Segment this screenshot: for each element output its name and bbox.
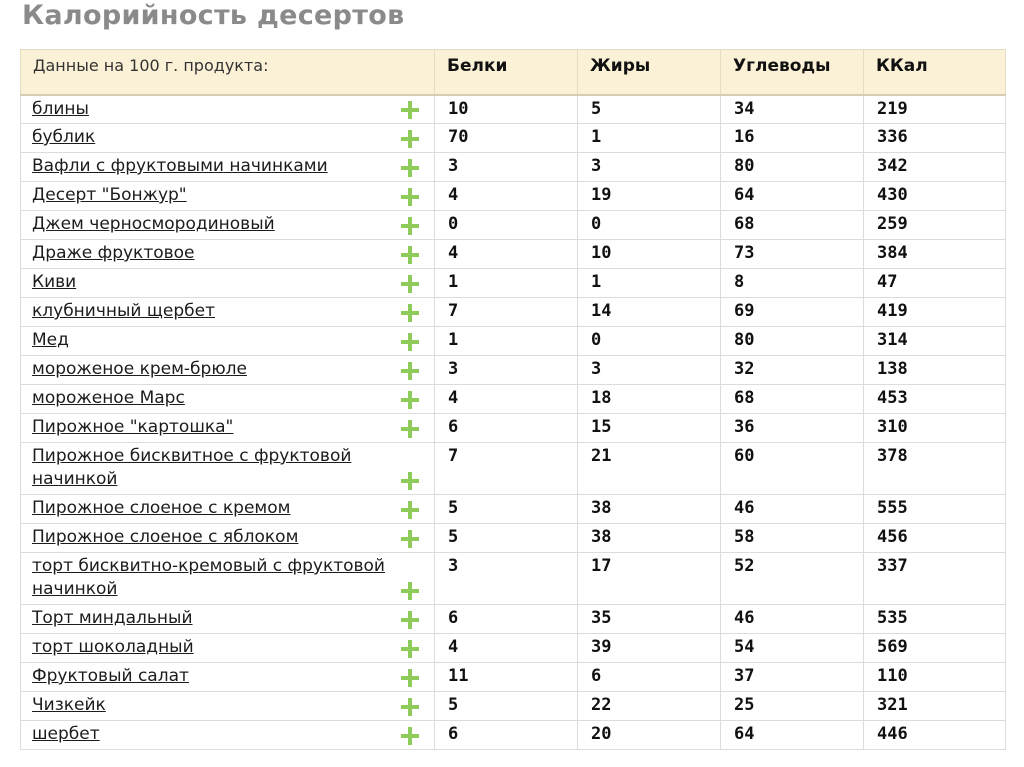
kcal-cell: 342 — [864, 153, 1006, 182]
carbs-cell: 32 — [721, 356, 864, 385]
kcal-cell: 378 — [864, 443, 1006, 495]
table-row — [21, 663, 1006, 692]
plus-icon[interactable] — [400, 529, 420, 549]
protein-cell: 1 — [435, 327, 578, 356]
plus-icon[interactable] — [400, 726, 420, 746]
protein-cell: 5 — [435, 692, 578, 721]
product-link[interactable]: Десерт "Бонжур" — [32, 185, 187, 205]
carbs-cell: 80 — [721, 153, 864, 182]
fat-cell: 10 — [578, 240, 721, 269]
product-link[interactable]: Мед — [32, 330, 69, 350]
fat-cell: 1 — [578, 269, 721, 298]
plus-icon[interactable] — [400, 187, 420, 207]
carbs-cell: 16 — [721, 124, 864, 153]
protein-cell: 3 — [435, 553, 578, 605]
product-link[interactable]: Джем черносмородиновый — [32, 214, 275, 234]
header-kcal: ККал — [864, 50, 1006, 95]
product-cell — [21, 692, 435, 721]
protein-cell: 5 — [435, 524, 578, 553]
fat-cell: 17 — [578, 553, 721, 605]
kcal-cell: 555 — [864, 495, 1006, 524]
product-cell — [21, 298, 435, 327]
fat-cell: 21 — [578, 443, 721, 495]
plus-icon[interactable] — [400, 500, 420, 520]
plus-icon[interactable] — [400, 471, 420, 491]
product-cell — [21, 211, 435, 240]
fat-cell: 19 — [578, 182, 721, 211]
product-cell — [21, 721, 435, 750]
fat-cell: 1 — [578, 124, 721, 153]
product-link[interactable]: мороженое Марс — [32, 388, 185, 408]
product-cell — [21, 182, 435, 211]
fat-cell: 14 — [578, 298, 721, 327]
kcal-cell: 219 — [864, 95, 1006, 124]
protein-cell: 4 — [435, 634, 578, 663]
kcal-cell: 337 — [864, 553, 1006, 605]
table-header-row — [21, 50, 1006, 95]
carbs-cell: 54 — [721, 634, 864, 663]
product-link[interactable]: Драже фруктовое — [32, 243, 195, 263]
carbs-cell: 34 — [721, 95, 864, 124]
plus-icon[interactable] — [400, 100, 420, 120]
fat-cell: 22 — [578, 692, 721, 721]
table-row — [21, 153, 1006, 182]
product-cell — [21, 385, 435, 414]
fat-cell: 18 — [578, 385, 721, 414]
header-product: Данные на 100 г. продукта: — [21, 50, 435, 95]
header-carbs: Углеводы — [721, 50, 864, 95]
kcal-cell: 419 — [864, 298, 1006, 327]
carbs-cell: 68 — [721, 211, 864, 240]
kcal-cell: 430 — [864, 182, 1006, 211]
carbs-cell: 68 — [721, 385, 864, 414]
product-link[interactable]: торт шоколадный — [32, 637, 194, 657]
fat-cell: 3 — [578, 153, 721, 182]
plus-icon[interactable] — [400, 697, 420, 717]
product-cell — [21, 356, 435, 385]
product-link[interactable]: мороженое крем-брюле — [32, 359, 247, 379]
product-link[interactable]: торт бисквитно-кремовый с фруктовой начинкой — [32, 556, 385, 599]
protein-cell: 4 — [435, 240, 578, 269]
plus-icon[interactable] — [400, 668, 420, 688]
protein-cell: 7 — [435, 298, 578, 327]
table-row — [21, 443, 1006, 495]
page-title: Калорийность десертов — [22, 0, 405, 31]
protein-cell: 4 — [435, 385, 578, 414]
protein-cell: 6 — [435, 605, 578, 634]
calorie-table-container — [20, 49, 1005, 750]
kcal-cell: 446 — [864, 721, 1006, 750]
product-link[interactable]: Пирожное слоеное с кремом — [32, 498, 291, 518]
fat-cell: 5 — [578, 95, 721, 124]
product-link[interactable]: клубничный щербет — [32, 301, 215, 321]
protein-cell: 6 — [435, 721, 578, 750]
kcal-cell: 259 — [864, 211, 1006, 240]
carbs-cell: 58 — [721, 524, 864, 553]
table-row — [21, 605, 1006, 634]
table-row — [21, 240, 1006, 269]
carbs-cell: 46 — [721, 605, 864, 634]
fat-cell: 6 — [578, 663, 721, 692]
plus-icon[interactable] — [400, 332, 420, 352]
plus-icon[interactable] — [400, 610, 420, 630]
product-cell — [21, 153, 435, 182]
product-link[interactable]: Пирожное слоеное с яблоком — [32, 527, 299, 547]
carbs-cell: 64 — [721, 721, 864, 750]
plus-icon[interactable] — [400, 216, 420, 236]
carbs-cell: 73 — [721, 240, 864, 269]
protein-cell: 7 — [435, 443, 578, 495]
table-row — [21, 95, 1006, 124]
kcal-cell: 336 — [864, 124, 1006, 153]
product-link[interactable]: Пирожное бисквитное с фруктовой начинкой — [32, 446, 352, 489]
fat-cell: 3 — [578, 356, 721, 385]
product-link[interactable]: блины — [32, 98, 89, 119]
protein-cell: 1 — [435, 269, 578, 298]
header-protein: Белки — [435, 50, 578, 95]
fat-cell: 38 — [578, 495, 721, 524]
kcal-cell: 456 — [864, 524, 1006, 553]
product-link[interactable]: Киви — [32, 272, 77, 292]
product-link[interactable]: Торт миндальный — [32, 608, 193, 628]
table-row — [21, 553, 1006, 605]
plus-icon[interactable] — [400, 581, 420, 601]
product-cell — [21, 495, 435, 524]
carbs-cell: 36 — [721, 414, 864, 443]
kcal-cell: 384 — [864, 240, 1006, 269]
table-row — [21, 385, 1006, 414]
protein-cell: 10 — [435, 95, 578, 124]
product-link[interactable]: Вафли с фруктовыми начинками — [32, 156, 328, 176]
product-cell — [21, 605, 435, 634]
calorie-table — [20, 49, 1006, 750]
fat-cell: 35 — [578, 605, 721, 634]
product-link[interactable]: бублик — [32, 127, 96, 147]
plus-icon[interactable] — [400, 303, 420, 323]
kcal-cell: 321 — [864, 692, 1006, 721]
protein-cell: 0 — [435, 211, 578, 240]
carbs-cell: 25 — [721, 692, 864, 721]
table-row — [21, 327, 1006, 356]
plus-icon[interactable] — [400, 129, 420, 149]
table-row — [21, 495, 1006, 524]
product-cell — [21, 524, 435, 553]
fat-cell: 15 — [578, 414, 721, 443]
protein-cell: 4 — [435, 182, 578, 211]
protein-cell: 11 — [435, 663, 578, 692]
product-cell — [21, 240, 435, 269]
table-row — [21, 692, 1006, 721]
kcal-cell: 453 — [864, 385, 1006, 414]
product-link[interactable]: шербет — [32, 724, 100, 744]
carbs-cell: 80 — [721, 327, 864, 356]
product-cell — [21, 414, 435, 443]
plus-icon[interactable] — [400, 419, 420, 439]
kcal-cell: 569 — [864, 634, 1006, 663]
table-row — [21, 124, 1006, 153]
protein-cell: 3 — [435, 153, 578, 182]
kcal-cell: 314 — [864, 327, 1006, 356]
kcal-cell: 310 — [864, 414, 1006, 443]
plus-icon[interactable] — [400, 390, 420, 410]
table-row — [21, 634, 1006, 663]
product-cell — [21, 663, 435, 692]
product-cell — [21, 443, 435, 495]
table-row — [21, 414, 1006, 443]
kcal-cell: 47 — [864, 269, 1006, 298]
fat-cell: 0 — [578, 211, 721, 240]
product-cell — [21, 553, 435, 605]
fat-cell: 38 — [578, 524, 721, 553]
table-row — [21, 721, 1006, 750]
protein-cell: 70 — [435, 124, 578, 153]
header-fat: Жиры — [578, 50, 721, 95]
table-row — [21, 182, 1006, 211]
product-cell — [21, 95, 435, 124]
carbs-cell: 69 — [721, 298, 864, 327]
product-link[interactable]: Пирожное "картошка" — [32, 417, 234, 437]
fat-cell: 39 — [578, 634, 721, 663]
carbs-cell: 64 — [721, 182, 864, 211]
product-cell — [21, 327, 435, 356]
table-row — [21, 524, 1006, 553]
protein-cell: 6 — [435, 414, 578, 443]
protein-cell: 3 — [435, 356, 578, 385]
fat-cell: 20 — [578, 721, 721, 750]
fat-cell: 0 — [578, 327, 721, 356]
product-link[interactable]: Чизкейк — [32, 695, 106, 715]
table-row — [21, 211, 1006, 240]
table-row — [21, 269, 1006, 298]
plus-icon[interactable] — [400, 639, 420, 659]
table-row — [21, 356, 1006, 385]
plus-icon[interactable] — [400, 274, 420, 294]
carbs-cell: 52 — [721, 553, 864, 605]
protein-cell: 5 — [435, 495, 578, 524]
kcal-cell: 138 — [864, 356, 1006, 385]
kcal-cell: 110 — [864, 663, 1006, 692]
carbs-cell: 8 — [721, 269, 864, 298]
carbs-cell: 60 — [721, 443, 864, 495]
product-cell — [21, 124, 435, 153]
plus-icon[interactable] — [400, 158, 420, 178]
table-body — [21, 95, 1006, 750]
product-cell — [21, 269, 435, 298]
carbs-cell: 46 — [721, 495, 864, 524]
table-row — [21, 298, 1006, 327]
product-link[interactable]: Фруктовый салат — [32, 666, 189, 686]
carbs-cell: 37 — [721, 663, 864, 692]
kcal-cell: 535 — [864, 605, 1006, 634]
plus-icon[interactable] — [400, 361, 420, 381]
product-cell — [21, 634, 435, 663]
plus-icon[interactable] — [400, 245, 420, 265]
